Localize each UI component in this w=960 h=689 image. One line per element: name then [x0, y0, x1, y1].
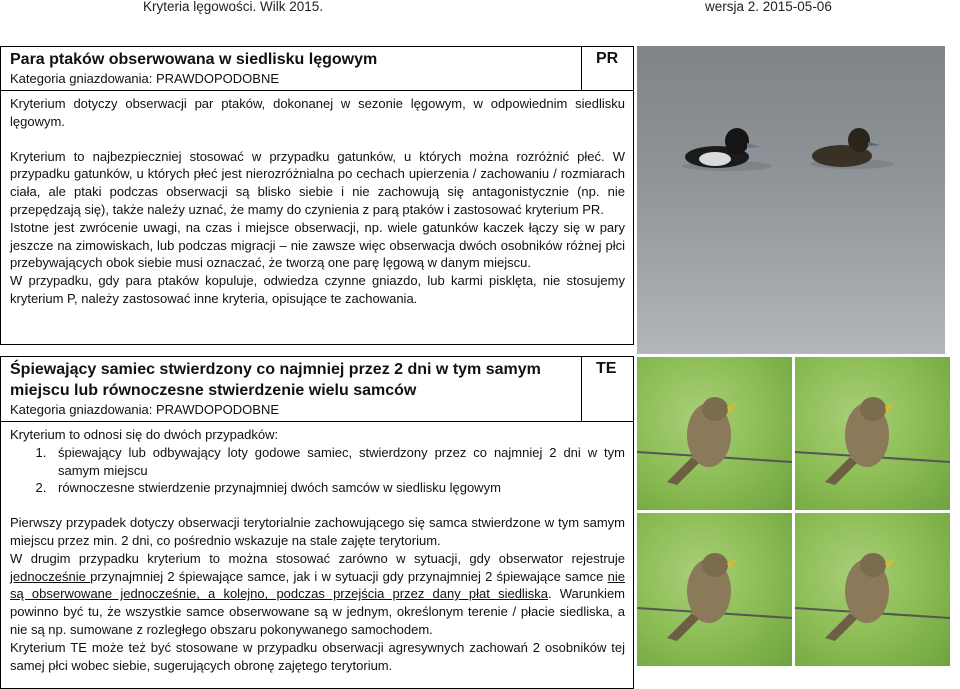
- bird-photo: [795, 513, 950, 666]
- section-pr-title-row: [1, 47, 633, 91]
- section-pr-body: [1, 91, 633, 308]
- section-pr-code: PR: [581, 47, 633, 90]
- section-pr-title: Para ptaków obserwowana w siedlisku lęgowym: [10, 51, 378, 68]
- bird-illustration: [795, 357, 950, 510]
- underlined-text: nie są obserwowane jednocześnie, a kolejno, podczas przejścia przez dany płat siedliska: [10, 568, 625, 602]
- underlined-text: jednocześnie: [10, 568, 91, 584]
- section-te-paragraph: Kryterium TE może też być stosowane w przypadku obserwacji agresywnych zachowań 2 osobników tej samej płci wobec siebie, sugerujących obronę zajętego terytorium.: [10, 639, 625, 673]
- section-pr-paragraph: Kryterium dotyczy obserwacji par ptaków, dokonanej w sezonie lęgowym, w odpowiednim siedlisku lęgowym.: [10, 96, 625, 129]
- bird-photo: [637, 357, 792, 510]
- section-pr: [0, 46, 634, 345]
- section-te-title: Śpiewający samiec stwierdzony co najmniej przez 2 dni w tym samym miejscu lub równoczesne stwierdzenie wielu samców: [10, 361, 541, 399]
- bird-illustration: [795, 513, 950, 666]
- ducks-illustration: [637, 46, 945, 354]
- section-te: [0, 356, 634, 689]
- text-run: W drugim przypadku kryterium to można stosować zarówno w sytuacji, gdy obserwator rejestruje: [10, 550, 625, 566]
- list-item: 2. równoczesne stwierdzenie przynajmniej dwóch samców w siedlisku lęgowym: [50, 479, 625, 497]
- section-te-code: TE: [581, 357, 633, 421]
- section-te-paragraph: Pierwszy przypadek dotyczy obserwacji terytorialnie zachowującego się samca stwierdzone w tym samym miejscu przez min. 2 dni, co pośrednio wskazuje na stale zajęte terytorium.: [10, 515, 625, 548]
- header-left: Kryteria lęgowości. Wilk 2015.: [143, 0, 324, 14]
- section-pr-category: Kategoria gniazdowania: PRAWDOPODOBNE: [10, 71, 280, 86]
- section-te-heading: [1, 357, 581, 421]
- section-pr-paragraph: Kryterium to najbezpieczniej stosować w przypadku gatunków, u których można rozróżnić płeć. W przypadku gatunków, u których płeć jest nierozróżnialna po cechach upierzenia / zachowaniu / rozmiarach ciała, ale ptaki podczas obserwacji są blisko siebie i nie zachowują się antagonistycznie (np. nie przepędzają się), także należy uznać, że mamy do czynienia z parą ptaków i zastosować kryterium PR.: [10, 148, 625, 217]
- bird-photo: [637, 513, 792, 666]
- bird-photo: [795, 357, 950, 510]
- bird-illustration: [637, 513, 792, 666]
- section-te-cases: [10, 444, 625, 497]
- section-te-title-row: [1, 357, 633, 422]
- section-te-category: Kategoria gniazdowania: PRAWDOPODOBNE: [10, 402, 280, 417]
- section-te-paragraph: [10, 550, 625, 639]
- ducks-photo: [637, 46, 945, 354]
- text-run: przynajmniej 2 śpiewające samce, jak i w sytuacji gdy przynajmniej 2 śpiewające samce: [90, 568, 608, 584]
- bird-illustration: [637, 357, 792, 510]
- list-item: 1. śpiewający lub odbywający loty godowe samiec, stwierdzony przez co najmniej 2 dni w tym samym miejscu: [50, 444, 625, 480]
- section-te-intro: Kryterium to odnosi się do dwóch przypadków:: [10, 427, 279, 442]
- text-run: . Warunkiem powinno być tu, że wszystkie samce obserwowane są w jednym, określonym terenie / płacie siedliska, a nie są np. sumowane z rozległego obszaru pokonywanego samochodem.: [10, 586, 625, 637]
- section-pr-paragraph: Istotne jest zwrócenie uwagi, na czas i miejsce obserwacji, np. wiele gatunków kaczek łączy się w pary jeszcze na zimowiskach, lub podczas migracji – nie zawsze więc obserwacja dwóch osobników różnej płci przebywających obok siebie musi oznaczać, że tworzą one parę lęgową w danym miejscu.: [10, 219, 625, 271]
- header-right: wersja 2. 2015-05-06: [705, 0, 832, 14]
- section-te-body: [1, 422, 633, 674]
- section-pr-heading: [1, 47, 581, 90]
- section-pr-paragraph: W przypadku, gdy para ptaków kopuluje, odwiedza czynne gniazdo, lub karmi pisklęta, nie stosujemy kryterium P, należy zastosować inne kryteria, opisujące te zachowania.: [10, 273, 625, 306]
